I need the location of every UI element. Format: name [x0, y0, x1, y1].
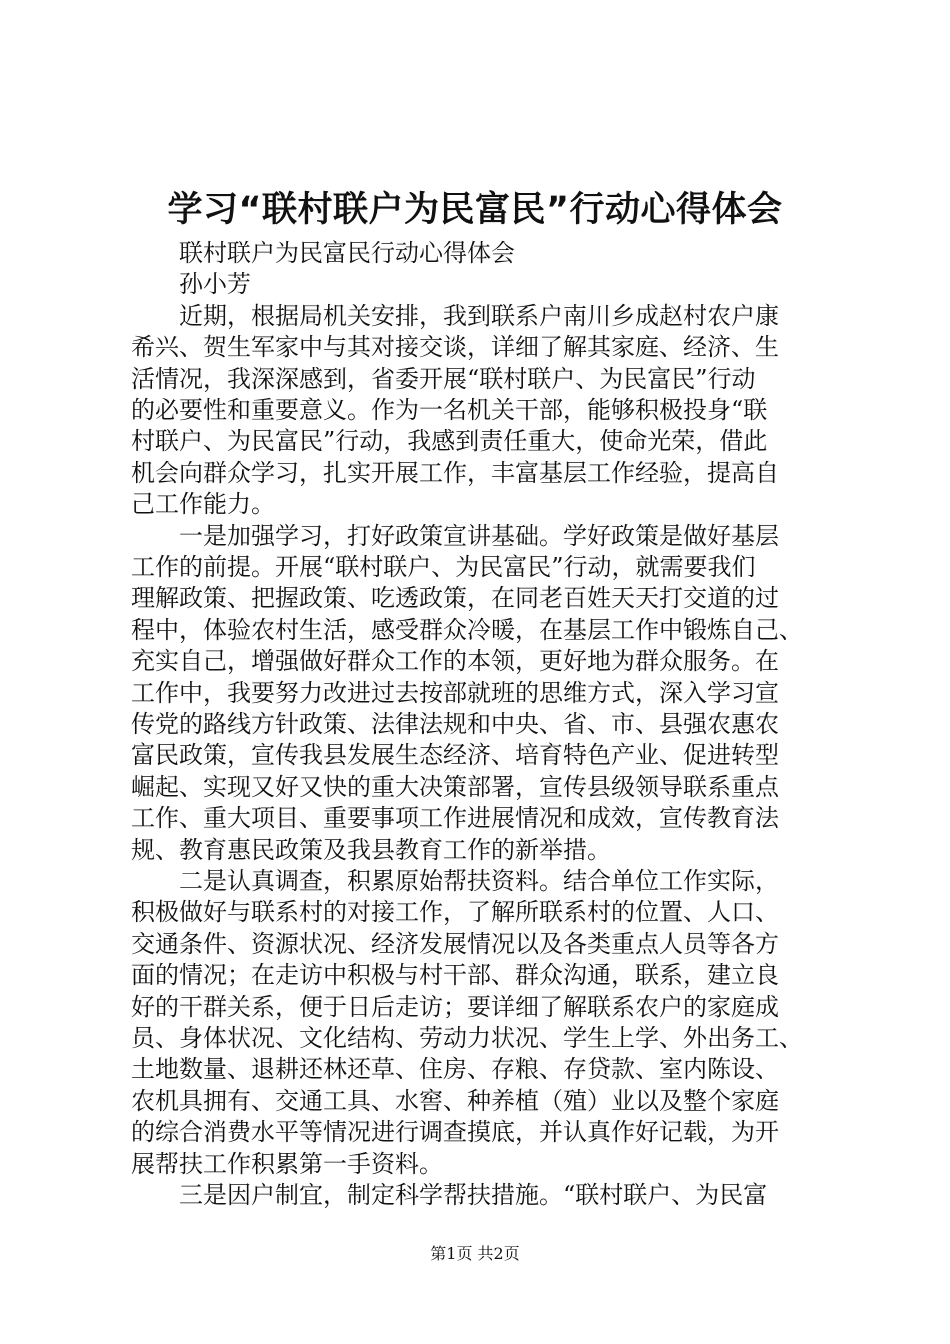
text-line-12: 理解政策、把握政策、吃透政策，在同老百姓天天打交道的过 [131, 584, 779, 613]
text-line-17: 富民政策，宣传我县发展生态经济、培育特色产业、促进转型 [131, 741, 779, 770]
text-line-16: 传党的路线方针政策、法律法规和中央、省、市、县强农惠农 [131, 710, 779, 738]
text-line-15: 工作中，我要努力改进过去按部就班的思维方式，深入学习宣 [131, 678, 779, 707]
text-line-27: 土地数量、退耕还林还草、住房、存粮、存贷款、室内陈设、 [131, 1055, 779, 1084]
text-line-5: 活情况，我深深感到，省委开展“联村联户、为民富民”行动 [131, 364, 756, 393]
text-line-22: 积极做好与联系村的对接工作，了解所联系村的位置、人口、 [131, 898, 779, 927]
text-line-29: 的综合消费水平等情况进行调查摸底，并认真作好记载，为开 [131, 1118, 779, 1147]
text-line-20: 规、教育惠民政策及我县教育工作的新举措。 [131, 835, 611, 864]
text-line-19: 工作、重大项目、重要事项工作进展情况和成效，宣传教育法 [131, 804, 779, 833]
text-line-21: 二是认真调查，积累原始帮扶资料。结合单位工作实际， [131, 867, 779, 895]
text-line-1: 联村联户为民富民行动心得体会 [131, 239, 515, 267]
text-line-13: 程中，体验农村生活，感受群众冷暖，在基层工作中锻炼自己、 [131, 615, 803, 644]
text-line-23: 交通条件、资源状况、经济发展情况以及各类重点人员等各方 [131, 929, 779, 958]
text-line-8: 机会向群众学习，扎实开展工作，丰富基层工作经验，提高自 [131, 458, 779, 487]
text-line-31: 三是因户制宜，制定科学帮扶措施。“联村联户、为民富 [131, 1181, 768, 1209]
text-line-4: 希兴、贺生军家中与其对接交谈，详细了解其家庭、经济、生 [131, 333, 779, 362]
text-line-28: 农机具拥有、交通工具、水窖、种养植（殖）业以及整个家庭 [131, 1086, 779, 1115]
text-line-2: 孙小芳 [131, 270, 251, 299]
text-line-14: 充实自己，增强做好群众工作的本领，更好地为群众服务。在 [131, 647, 779, 676]
text-line-3: 近期，根据局机关安排，我到联系户南川乡成赵村农户康 [131, 301, 779, 330]
text-line-7: 村联户、为民富民”行动，我感到责任重大，使命光荣，借此 [131, 427, 768, 456]
text-line-11: 工作的前提。开展“联村联户、为民富民”行动，就需要我们 [131, 553, 756, 581]
text-line-26: 员、身体状况、文化结构、劳动力状况、学生上学、外出务工、 [131, 1024, 803, 1052]
text-line-9: 己工作能力。 [131, 490, 275, 519]
text-line-24: 面的情况；在走访中积极与村干部、群众沟通，联系，建立良 [131, 961, 779, 990]
page-footer: 第1页 共2页 [430, 1244, 520, 1263]
text-line-30: 展帮扶工作积累第一手资料。 [131, 1149, 443, 1178]
document-title: 学习“联村联户为民富民”行动心得体会 [167, 190, 783, 230]
text-line-6: 的必要性和重要意义。作为一名机关干部，能够积极投身“联 [131, 396, 768, 424]
text-line-18: 崛起、实现又好又快的重大决策部署，宣传县级领导联系重点 [131, 772, 779, 801]
text-line-10: 一是加强学习，打好政策宣讲基础。学好政策是做好基层 [131, 521, 779, 550]
text-line-25: 好的干群关系，便于日后走访；要详细了解联系农户的家庭成 [131, 992, 779, 1021]
